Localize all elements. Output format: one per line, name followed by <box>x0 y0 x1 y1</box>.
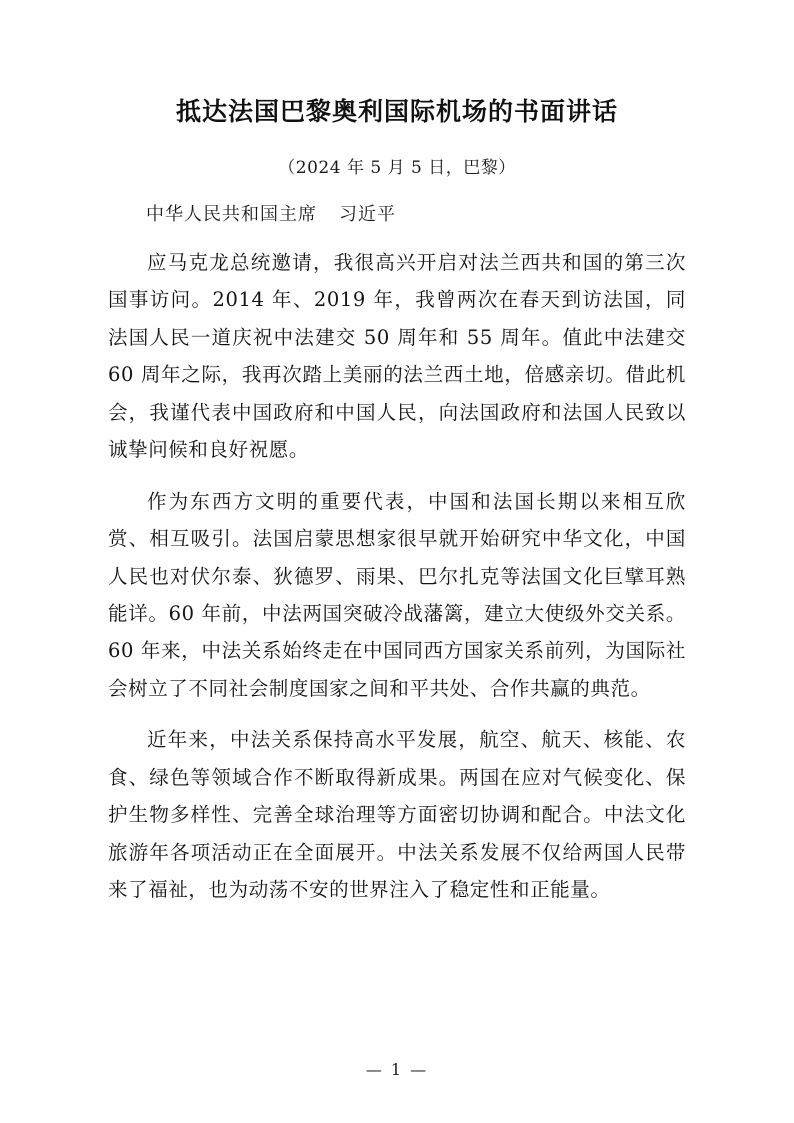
paragraph: 近年来，中法关系保持高水平发展，航空、航天、核能、农食、绿色等领域合作不断取得新成果。两国在应对气候变化、保护生物多样性、完善全球治理等方面密切协调和配合。中法文化旅游年各项活动正在全面展开。中法关系发展不仅给两国人民带来了福祉，也为动荡不安的世界注入了稳定性和正能量。 <box>108 728 686 901</box>
document-body <box>108 244 686 908</box>
document-date-location: （2024 年 5 月 5 日，巴黎） <box>278 158 516 178</box>
byline-name: 习近平 <box>339 204 396 225</box>
byline <box>108 200 686 226</box>
paragraph: 作为东西方文明的重要代表，中国和法国长期以来相互欣赏、相互吸引。法国启蒙思想家很早就开始研究中华文化，中国人民也对伏尔泰、狄德罗、雨果、巴尔扎克等法国文化巨擘耳熟能详。60 年前，中法两国突破冷战藩篱，建立大使级外交关系。60 年来，中法关系始终走在中国同西方国家关系前列，为国际社会树立了不同社会制度国家之间和平共处、合作共赢的典范。 <box>108 489 686 700</box>
byline-role: 中华人民共和国主席 <box>146 204 317 225</box>
page-number: — 1 — <box>365 1060 429 1079</box>
page-title: 抵达法国巴黎奥利国际机场的书面讲话 <box>175 97 618 126</box>
paragraph: 应马克龙总统邀请，我很高兴开启对法兰西共和国的第三次国事访问。2014 年、2019 年，我曾两次在春天到访法国，同法国人民一道庆祝中法建交 50 周年和 55 周年。值此中法建交 60 周年之际，我再次踏上美丽的法兰西土地，倍感亲切。借此机会，我谨代表中国政府和中国人民，向法国政府和法国人民致以诚挚问候和良好祝愿。 <box>108 251 686 462</box>
